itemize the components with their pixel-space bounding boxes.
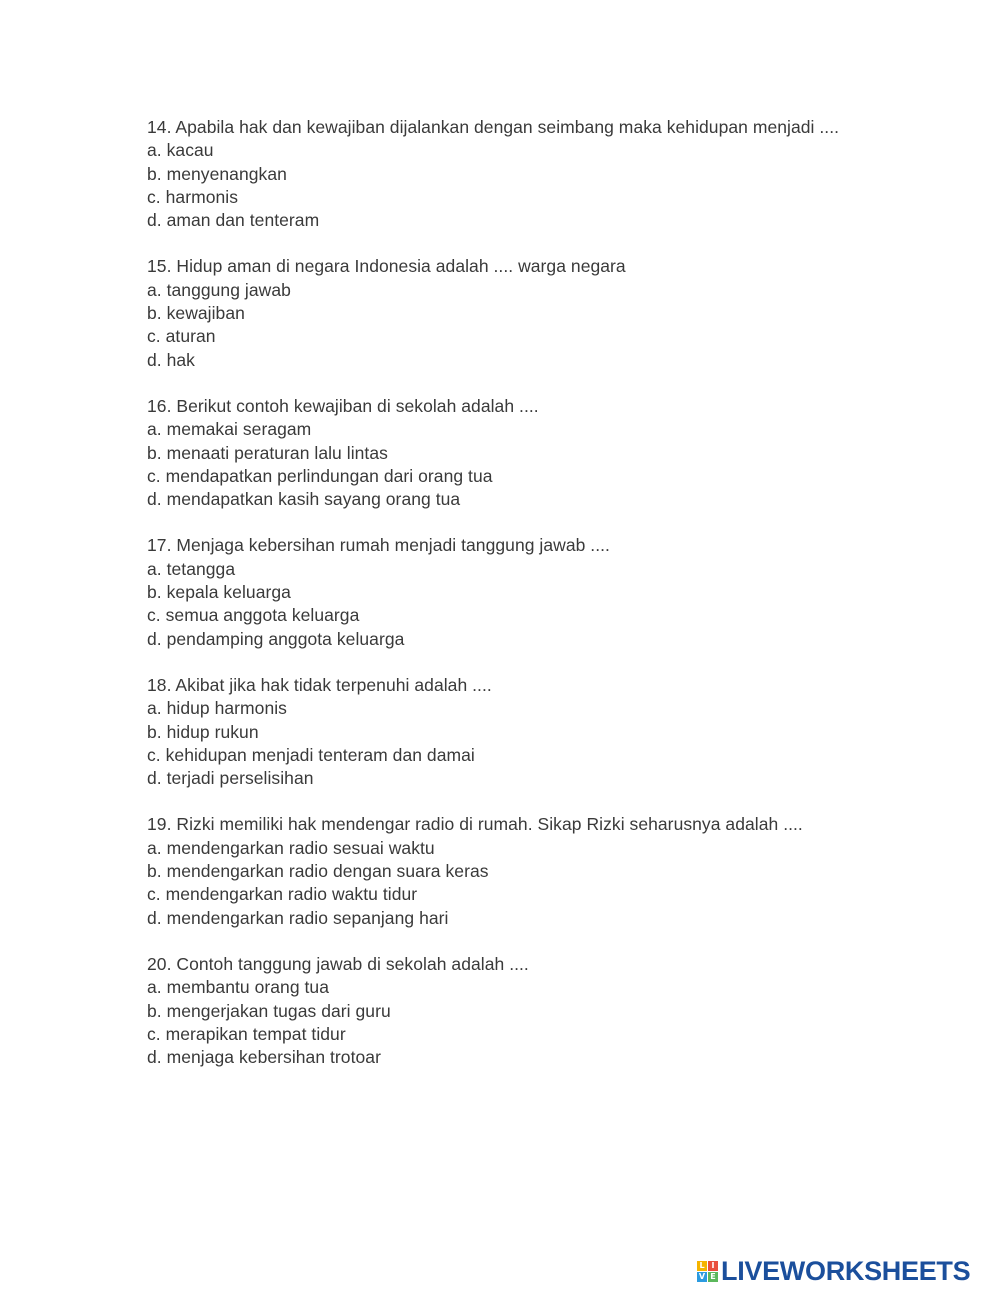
option-d: d. terjadi perselisihan — [147, 768, 314, 789]
option-c: c. semua anggota keluarga — [147, 605, 360, 626]
option-c: c. aturan — [147, 326, 216, 347]
option-c: c. harmonis — [147, 186, 238, 207]
option-a: a. tanggung jawab — [147, 279, 291, 300]
option-b: b. menyenangkan — [147, 163, 287, 184]
option-a: a. membantu orang tua — [147, 977, 329, 998]
question-18 — [147, 674, 907, 790]
logo-cell-i: I — [708, 1261, 718, 1271]
option-c: c. kehidupan menjadi tenteram dan damai — [147, 744, 475, 765]
question-stem: 15. Hidup aman di negara Indonesia adalah .... warga negara — [147, 256, 626, 277]
liveworksheets-logo — [697, 1256, 970, 1286]
logo-cell-v: V — [698, 1271, 706, 1281]
logo-text: LIVEWORKSHEETS — [721, 1256, 971, 1286]
option-d: d. mendengarkan radio sepanjang hari — [147, 907, 449, 928]
option-c: c. mendapatkan perlindungan dari orang tua — [147, 465, 493, 486]
option-c: c. merapikan tempat tidur — [147, 1023, 346, 1044]
question-stem: 19. Rizki memiliki hak mendengar radio di rumah. Sikap Rizki seharusnya adalah .... — [147, 814, 803, 835]
option-b: b. mendengarkan radio dengan suara keras — [147, 861, 489, 882]
question-15 — [147, 255, 907, 371]
question-stem: 20. Contoh tanggung jawab di sekolah adalah .... — [147, 953, 529, 974]
option-d: d. aman dan tenteram — [147, 210, 320, 231]
question-16 — [147, 395, 907, 511]
logo-cell-e: E — [708, 1272, 718, 1282]
logo-cell-l: L — [697, 1261, 707, 1271]
option-b: b. kepala keluarga — [147, 582, 291, 603]
question-14 — [147, 116, 907, 232]
option-a: a. mendengarkan radio sesuai waktu — [147, 837, 435, 858]
option-b: b. menaati peraturan lalu lintas — [147, 442, 388, 463]
option-a: a. tetangga — [147, 558, 236, 579]
logo-mark-icon — [697, 1261, 718, 1282]
question-20 — [147, 953, 907, 1069]
option-c: c. mendengarkan radio waktu tidur — [147, 884, 418, 905]
option-a: a. hidup harmonis — [147, 698, 287, 719]
option-b: b. hidup rukun — [147, 721, 259, 742]
question-stem: 16. Berikut contoh kewajiban di sekolah adalah .... — [147, 395, 539, 416]
option-d: d. pendamping anggota keluarga — [147, 628, 405, 649]
option-b: b. mengerjakan tugas dari guru — [147, 1000, 391, 1021]
question-17 — [147, 534, 907, 650]
option-d: d. hak — [147, 349, 195, 370]
option-b: b. kewajiban — [147, 303, 245, 324]
option-a: a. kacau — [147, 140, 214, 161]
question-stem: 18. Akibat jika hak tidak terpenuhi adalah .... — [147, 674, 492, 695]
option-a: a. memakai seragam — [147, 419, 312, 440]
question-stem: 17. Menjaga kebersihan rumah menjadi tanggung jawab .... — [147, 535, 610, 556]
question-stem: 14. Apabila hak dan kewajiban dijalankan dengan seimbang maka kehidupan menjadi .... — [147, 117, 840, 137]
question-19 — [147, 813, 907, 929]
option-d: d. menjaga kebersihan trotoar — [147, 1047, 381, 1068]
option-d: d. mendapatkan kasih sayang orang tua — [147, 489, 461, 510]
worksheet — [147, 116, 907, 1092]
